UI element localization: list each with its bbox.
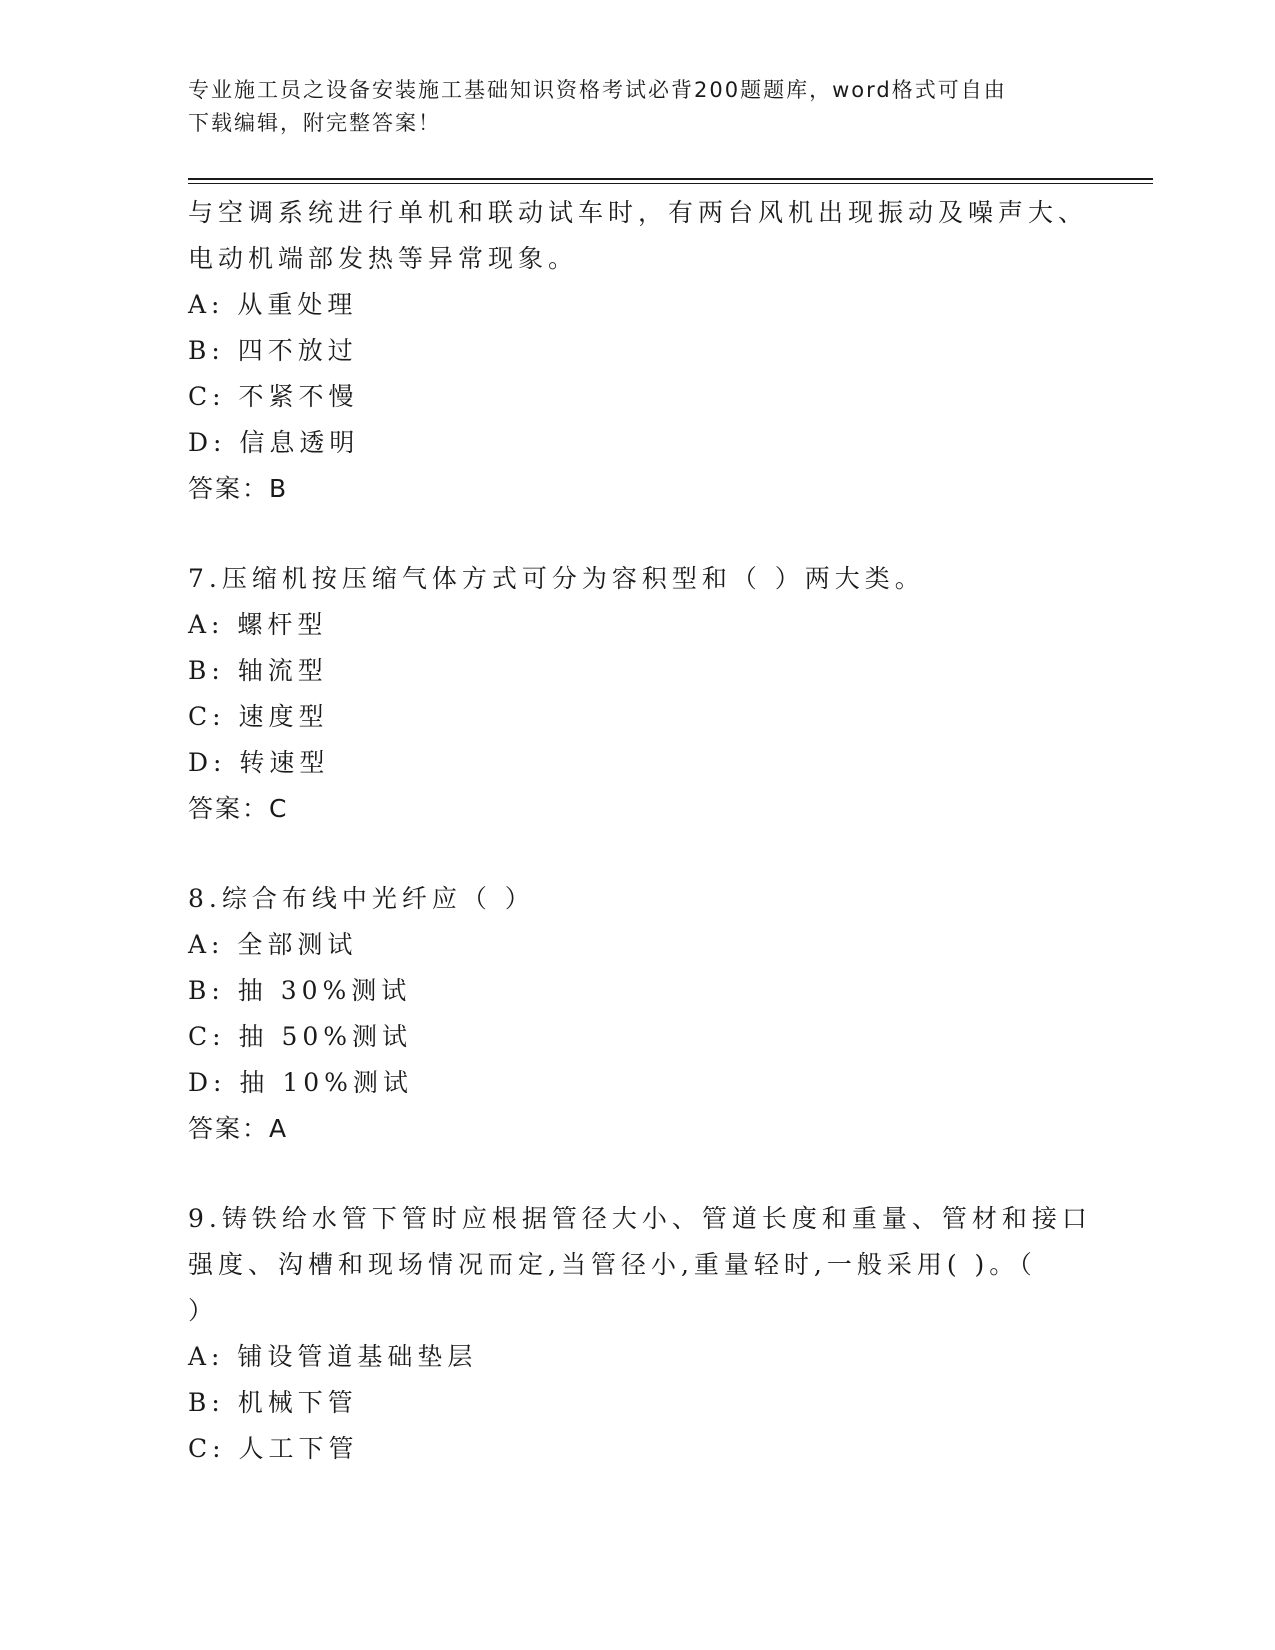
answer-line: 答案：B <box>188 474 289 503</box>
question-gap <box>188 512 1068 556</box>
answer-line: 答案：A <box>188 1114 289 1143</box>
option-b: B: 机械下管 <box>188 1388 358 1417</box>
option-c: C: 不紧不慢 <box>188 382 359 411</box>
document-header: 专业施工员之设备安装施工基础知识资格考试必背200题题库，word格式可自由 下载编辑，附完整答案！ <box>188 78 1007 135</box>
question-stem-line: 7.压缩机按压缩气体方式可分为容积型和（ ）两大类。 <box>188 564 925 593</box>
option-d: D: 信息透明 <box>188 428 360 457</box>
question-stem-line: 强度、沟槽和现场情况而定,当管径小,重量轻时,一般采用( )。（ <box>188 1250 1037 1279</box>
header-rule-thin <box>188 183 1153 184</box>
question-gap <box>188 1152 1068 1196</box>
option-c: C: 速度型 <box>188 702 329 731</box>
question-stem-line: 与空调系统进行单机和联动试车时，有两台风机出现振动及噪声大、 <box>188 198 1089 227</box>
question-gap <box>188 832 1068 876</box>
question-stem-line: 8.综合布线中光纤应（ ） <box>188 884 535 913</box>
option-a: A: 全部测试 <box>188 930 358 959</box>
question-stem-line: 9.铸铁给水管下管时应根据管径大小、管道长度和重量、管材和接口 <box>188 1204 1092 1233</box>
option-c: C: 人工下管 <box>188 1434 359 1463</box>
question-item <box>188 556 1068 832</box>
option-c: C: 抽 50%测试 <box>188 1022 413 1051</box>
question-item <box>188 1196 1092 1472</box>
option-a: A: 从重处理 <box>188 290 358 319</box>
option-a: A: 铺设管道基础垫层 <box>188 1342 478 1371</box>
option-a: A: 螺杆型 <box>188 610 328 639</box>
header-rule-thick <box>188 178 1153 180</box>
option-d: D: 转速型 <box>188 748 330 777</box>
question-stem-line: ） <box>188 1296 219 1325</box>
question-stem-line: 电动机端部发热等异常现象。 <box>188 244 579 273</box>
option-b: B: 轴流型 <box>188 656 328 685</box>
option-b: B: 四不放过 <box>188 336 358 365</box>
answer-line: 答案：C <box>188 794 289 823</box>
option-d: D: 抽 10%测试 <box>188 1068 413 1097</box>
question-item <box>188 190 1089 512</box>
option-b: B: 抽 30%测试 <box>188 976 412 1005</box>
question-item <box>188 876 1068 1152</box>
question-list <box>188 190 1092 1472</box>
